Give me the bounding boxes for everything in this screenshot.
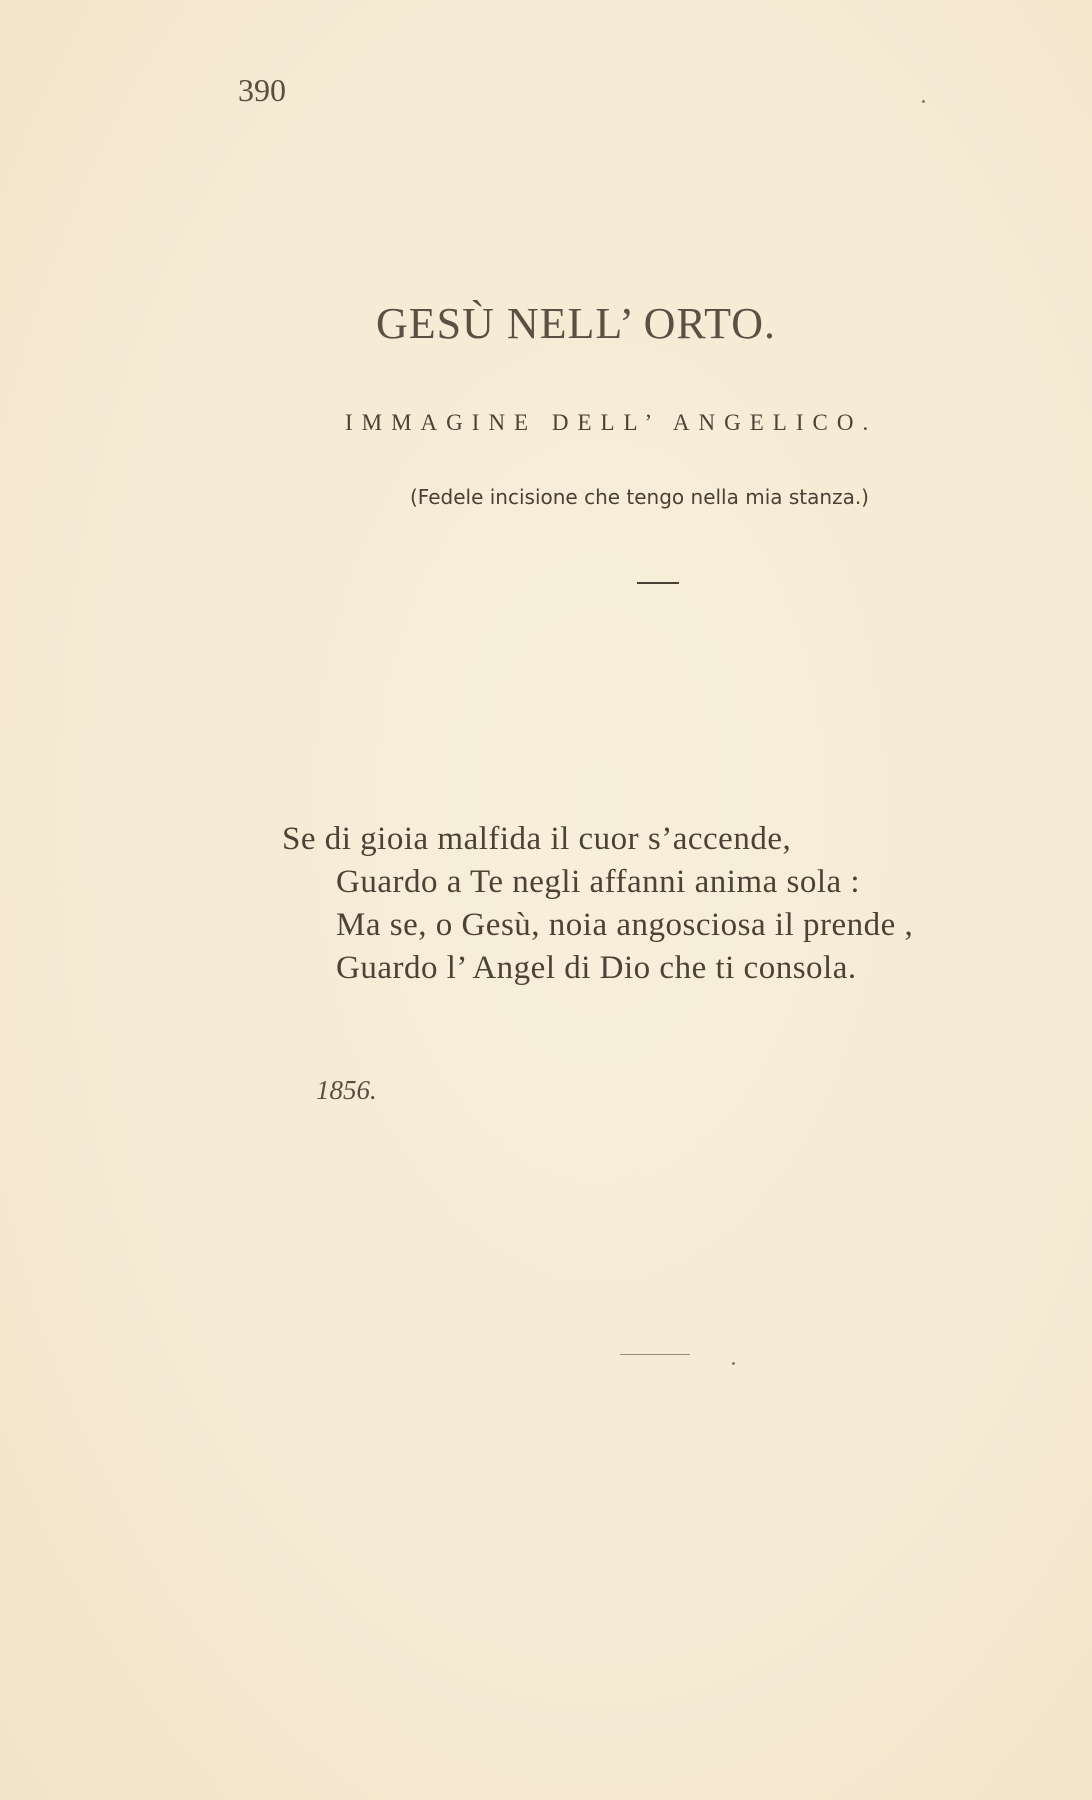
poem-title: GESÙ NELL’ ORTO.	[376, 299, 776, 348]
paper-speck	[732, 1362, 735, 1365]
poem-stanza	[282, 818, 913, 990]
page-number: 390	[238, 72, 286, 108]
poem-date: 1856.	[316, 1075, 377, 1105]
poem-line: Se di gioia malfida il cuor s’accende,	[282, 821, 792, 857]
paper-speck	[922, 100, 925, 103]
poem-line: Guardo l’ Angel di Dio che ti consola.	[336, 950, 857, 986]
poem-line: Ma se, o Gesù, noia angosciosa il prende ,	[336, 907, 914, 943]
poem-subtitle: IMMAGINE DELL’ ANGELICO.	[345, 410, 878, 435]
section-divider	[637, 582, 679, 584]
end-rule	[620, 1354, 690, 1355]
poem-note: (Fedele incisione che tengo nella mia stanza.)	[410, 485, 869, 509]
poem-line: Guardo a Te negli affanni anima sola :	[336, 864, 861, 900]
